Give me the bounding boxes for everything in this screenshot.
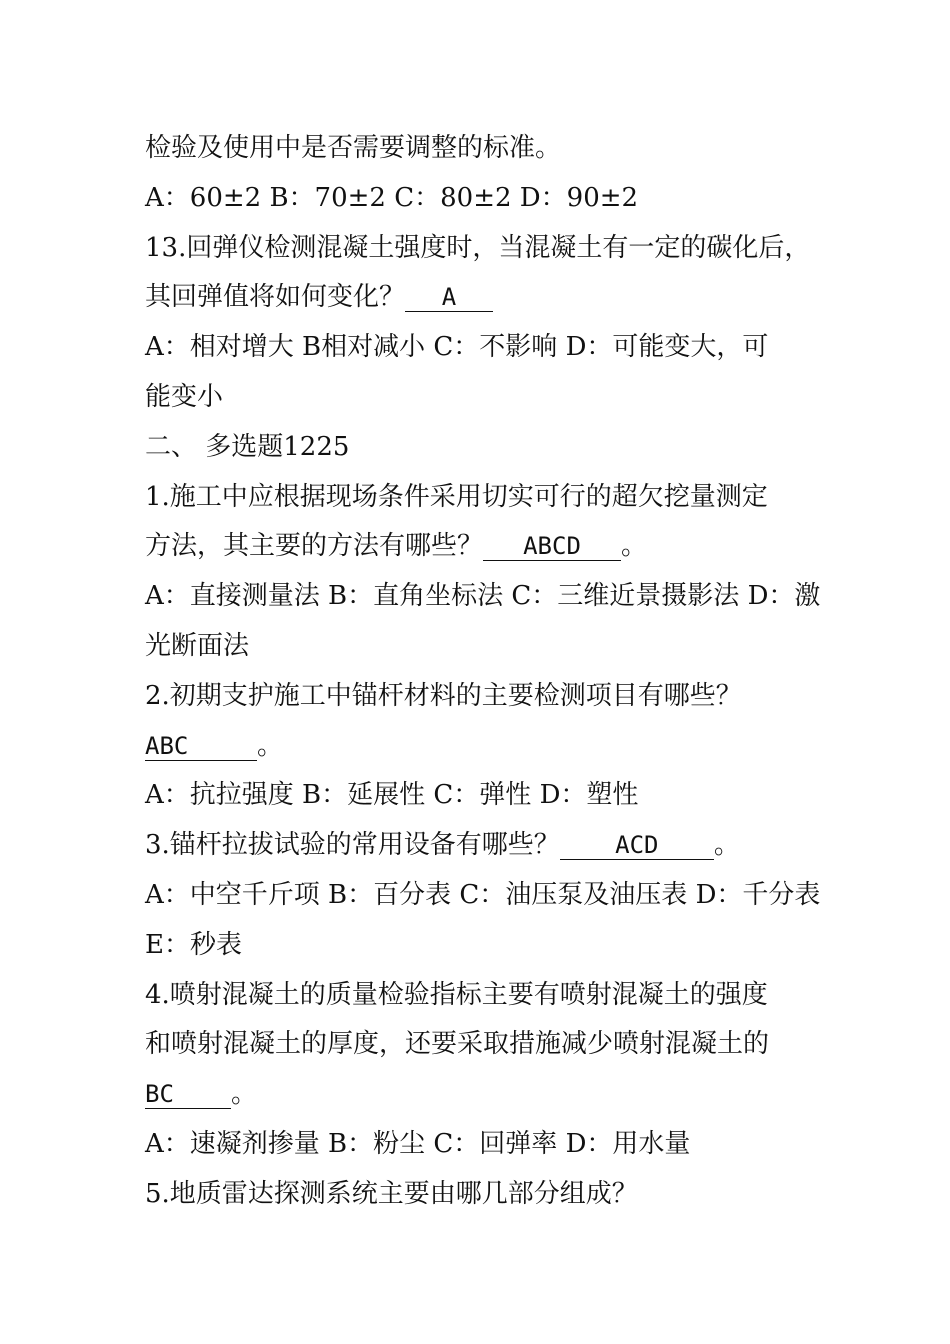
question-2-answer-line (145, 722, 865, 772)
answer-blank (405, 284, 493, 312)
question-4-answer-line (145, 1070, 865, 1120)
options-line: A：抗拉强度 B：延展性 C：弹性 D：塑性 (145, 780, 639, 811)
punctuation: 。 (621, 531, 648, 562)
answer-text: BC (145, 1080, 174, 1109)
document-page (145, 124, 865, 1220)
options-line: A：中空千斤项 B：百分表 C：油压泵及油压表 D：千分表 (145, 879, 821, 910)
question-text: 方法，其主要的方法有哪些？ (145, 531, 484, 562)
answer-blank (483, 533, 621, 561)
question-text: 3.锚杆拉拔试验的常用设备有哪些？ (145, 830, 560, 861)
question-1: 1.施工中应根据现场条件采用切实可行的超欠挖量测定 (145, 481, 768, 512)
options-line: A：直接测量法 B：直角坐标法 C：三维近景摄影法 D：激 (145, 581, 821, 612)
question-13-cont (145, 273, 865, 323)
question-3 (145, 821, 865, 871)
question-2: 2.初期支护施工中锚杆材料的主要检测项目有哪些？ (145, 680, 742, 711)
answer-blank (145, 733, 257, 761)
question-text: 其回弹值将如何变化？ (145, 282, 406, 313)
options-line-cont: E：秒表 (145, 929, 242, 960)
options-line: A：相对增大 B相对减小 C：不影响 D：可能变大，可 (145, 332, 769, 363)
punctuation: 。 (713, 830, 740, 861)
answer-text: A (441, 283, 457, 312)
answer-text: ABC (145, 731, 189, 760)
options-line-cont: 能变小 (145, 381, 224, 412)
answer-text: ABCD (523, 532, 581, 561)
question-1-cont (145, 522, 865, 572)
question-4: 4.喷射混凝土的质量检验指标主要有喷射混凝土的强度 (145, 979, 768, 1010)
text-line: 检验及使用中是否需要调整的标准。 (145, 133, 562, 163)
options-line: A：速凝剂掺量 B：粉尘 C：回弹率 D：用水量 (145, 1128, 691, 1159)
answer-blank (560, 832, 714, 860)
punctuation: 。 (257, 730, 284, 761)
options-line: A：60±2 B：70±2 C：80±2 D：90±2 (145, 182, 639, 213)
answer-text: ACD (615, 831, 659, 860)
punctuation: 。 (231, 1079, 258, 1110)
question-5: 5.地质雷达探测系统主要由哪几部分组成？ (145, 1178, 638, 1209)
answer-blank (145, 1081, 231, 1109)
question-4-cont: 和喷射混凝土的厚度，还要采取措施减少喷射混凝土的 (145, 1029, 770, 1060)
options-line-cont: 光断面法 (145, 630, 250, 661)
question-13: 13.回弹仪检测混凝土强度时，当混凝土有一定的碳化后， (145, 232, 811, 263)
section-heading: 二、 多选题1225 (145, 431, 350, 462)
